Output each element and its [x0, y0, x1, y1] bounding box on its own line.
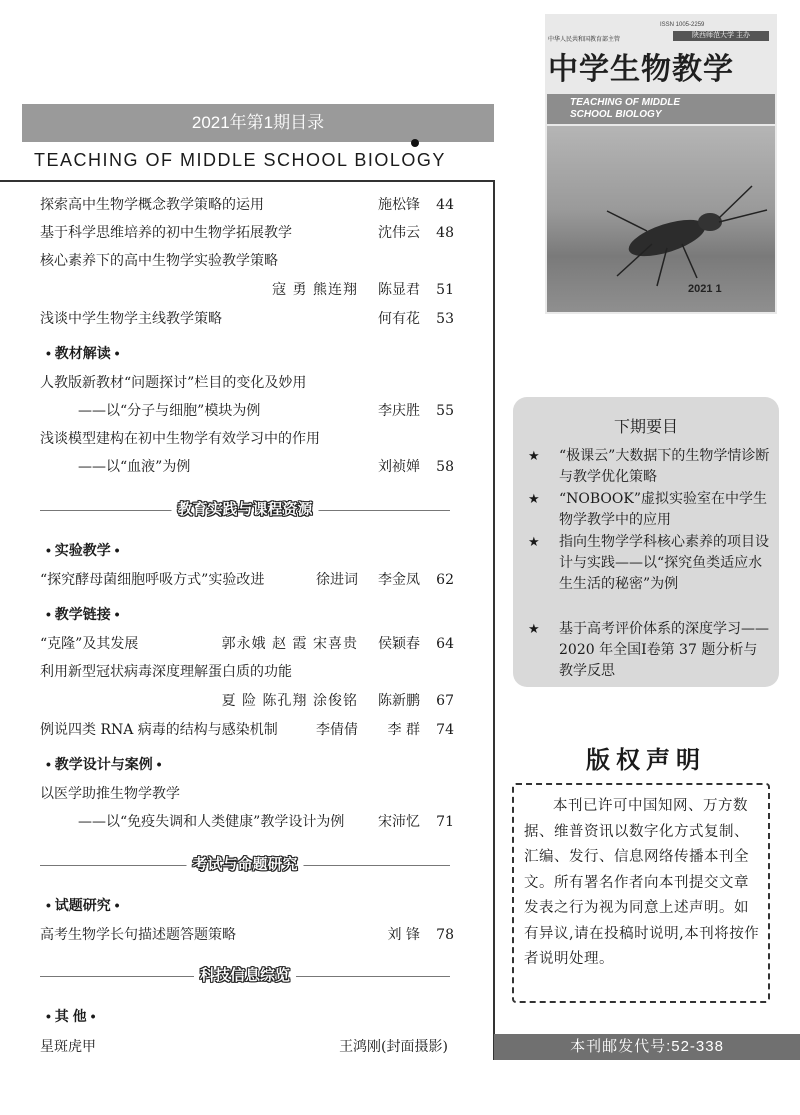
entry-page: 67: [436, 693, 454, 709]
next-issue-title: 下期要目: [613, 419, 678, 436]
entry-page: 53: [436, 311, 454, 327]
star-icon: ★: [528, 449, 540, 464]
cover-beetle-photo: [547, 126, 775, 312]
entry-title: 以医学助推生物学教学: [40, 786, 180, 802]
entry-author: 王鸿刚(封面摄影): [339, 1039, 448, 1055]
cover-issn: ISSN 1005-2259: [660, 22, 705, 28]
entry-subtitle: ——以“分子与细胞”模块为例: [78, 403, 261, 419]
toc-entry[interactable]: [40, 248, 454, 274]
entry-author: 陈新鹏: [378, 693, 420, 709]
banner-text: 教育实践与课程资源: [171, 500, 318, 520]
entry-page: 51: [436, 282, 454, 298]
copyright-body: 本刊已许可中国知网、万方数据、维普资讯以数字化方式复制、汇编、发行、信息网络传播本刊全文。所有署名作者向本刊提交文章发表之行为视为同意上述声明。如有异议,请在投稿时说明,本刊将按作者说明处理。: [524, 798, 760, 967]
section-link: • 教学链接 •: [46, 606, 120, 622]
next-issue-text: “极课云”大数据下的生物学情诊断与教学优化策略: [559, 448, 770, 485]
entry-title: 利用新型冠状病毒深度理解蛋白质的功能: [40, 664, 292, 680]
cover-coeditor: 陕西师范大学 主办: [673, 31, 769, 41]
entry-title: 核心素养下的高中生物学实验教学策略: [40, 253, 278, 269]
entry-author: 李 群: [387, 722, 420, 738]
entry-coauthors: 夏 险 陈孔翔 涂俊铭: [221, 693, 358, 709]
toc-entry[interactable]: [40, 631, 454, 657]
banner-exam: [40, 855, 450, 875]
journal-english-title: TEACHING OF MIDDLE SCHOOL BIOLOGY: [34, 150, 446, 170]
cover-brand: 中学生物教学: [548, 52, 734, 87]
toc-entry[interactable]: [40, 781, 454, 807]
entry-author: 刘祯婵: [378, 459, 420, 475]
entry-coauthors: 寇 勇 熊连翔: [272, 282, 358, 298]
next-issue-text: “NOBOOK”虚拟实验室在中学生物学教学中的应用: [559, 491, 768, 528]
entry-subtitle: ——以“免疫失调和人类健康”教学设计为例: [78, 814, 345, 830]
toc-entry-subtitle[interactable]: [40, 454, 454, 480]
banner-text: 科技信息综览: [194, 966, 296, 986]
entry-page: 58: [436, 459, 454, 475]
toc-entry-subtitle[interactable]: [40, 398, 454, 424]
section-design: • 教学设计与案例 •: [46, 756, 162, 772]
star-icon: ★: [528, 622, 540, 637]
entry-page: 64: [436, 636, 454, 652]
section-experiment: • 实验教学 •: [46, 542, 120, 558]
entry-coauthor: 徐进词: [316, 572, 358, 588]
entry-author: 沈伟云: [378, 225, 420, 241]
toc-entry[interactable]: [40, 567, 454, 593]
toc-entry[interactable]: [40, 1034, 454, 1060]
postal-code: 本刊邮发代号:52-338: [570, 1038, 724, 1055]
toc-entry[interactable]: [40, 426, 454, 452]
star-icon: ★: [528, 535, 540, 550]
entry-author: 施松锋: [378, 197, 420, 213]
cover-sponsor: 中华人民共和国教育部主管: [548, 37, 621, 43]
entry-title: “探究酵母菌细胞呼吸方式”实验改进: [40, 572, 265, 588]
entry-title: 探索高中生物学概念教学策略的运用: [40, 197, 264, 213]
toc-entry[interactable]: [40, 192, 454, 218]
copyright-title: 版权声明: [586, 747, 706, 774]
banner-tech: [40, 966, 450, 986]
entry-author: 宋沛忆: [378, 814, 420, 830]
toc-heading: 2021年第1期目录: [191, 113, 325, 132]
entry-title: 浅谈中学生物学主线教学策略: [40, 311, 222, 327]
section-textbook: • 教材解读 •: [46, 345, 120, 361]
banner-practice: [40, 500, 450, 520]
title-dot: [411, 139, 419, 147]
toc-entry[interactable]: [40, 922, 454, 948]
toc-entry-continued[interactable]: [40, 688, 454, 714]
entry-author: 李金凤: [378, 572, 420, 588]
entry-page: 71: [436, 814, 454, 830]
toc-entry[interactable]: [40, 659, 454, 685]
entry-page: 78: [436, 927, 454, 943]
toc-divider-vertical: [493, 180, 495, 1060]
entry-author: 刘 锋: [387, 927, 420, 943]
toc-entry-subtitle[interactable]: [40, 809, 454, 835]
entry-page: 55: [436, 403, 454, 419]
entry-page: 48: [436, 225, 454, 241]
toc-entry[interactable]: [40, 306, 454, 332]
star-icon: ★: [528, 492, 540, 507]
entry-subtitle: ——以“血液”为例: [78, 459, 191, 475]
next-issue-text: 指向生物学学科核心素养的项目设计与实践——以“探究鱼类适应水生生活的秘密”为例: [559, 534, 769, 592]
entry-author: 陈显君: [378, 282, 420, 298]
toc-entry[interactable]: [40, 370, 454, 396]
entry-page: 74: [436, 722, 454, 738]
toc-entry-continued[interactable]: [40, 277, 454, 303]
section-other: • 其 他 •: [46, 1008, 96, 1024]
entry-coauthor: 李倩倩: [316, 722, 358, 738]
cover-issue: 2021 1: [688, 283, 722, 295]
entry-author: 何有花: [378, 311, 420, 327]
entry-coauthors: 郭永娥 赵 霞 宋喜贵: [221, 636, 358, 652]
entry-author: 李庆胜: [378, 403, 420, 419]
entry-title: 高考生物学长句描述题答题策略: [40, 927, 236, 943]
entry-page: 44: [436, 197, 454, 213]
toc-divider-horizontal: [0, 180, 495, 182]
entry-title: “克隆”及其发展: [40, 636, 139, 652]
entry-title: 例说四类 RNA 病毒的结构与感染机制: [40, 722, 278, 738]
entry-page: 62: [436, 572, 454, 588]
next-issue-text: 基于高考评价体系的深度学习——2020 年全国Ⅰ卷第 37 题分析与教学反思: [559, 621, 769, 679]
entry-title: 基于科学思维培养的初中生物学拓展教学: [40, 225, 292, 241]
toc-entry[interactable]: [40, 220, 454, 246]
entry-author: 侯颖春: [378, 636, 420, 652]
banner-text: 考试与命题研究: [186, 855, 303, 875]
entry-title: 星斑虎甲: [40, 1039, 96, 1055]
entry-title: 浅谈模型建构在初中生物学有效学习中的作用: [40, 431, 320, 447]
cover-english: TEACHING OF MIDDLE SCHOOL BIOLOGY: [570, 97, 680, 120]
toc-entry[interactable]: [40, 717, 454, 743]
section-research: • 试题研究 •: [46, 897, 120, 913]
beetle-icon: [547, 126, 775, 312]
entry-title: 人教版新教材“问题探讨”栏目的变化及妙用: [40, 375, 307, 391]
